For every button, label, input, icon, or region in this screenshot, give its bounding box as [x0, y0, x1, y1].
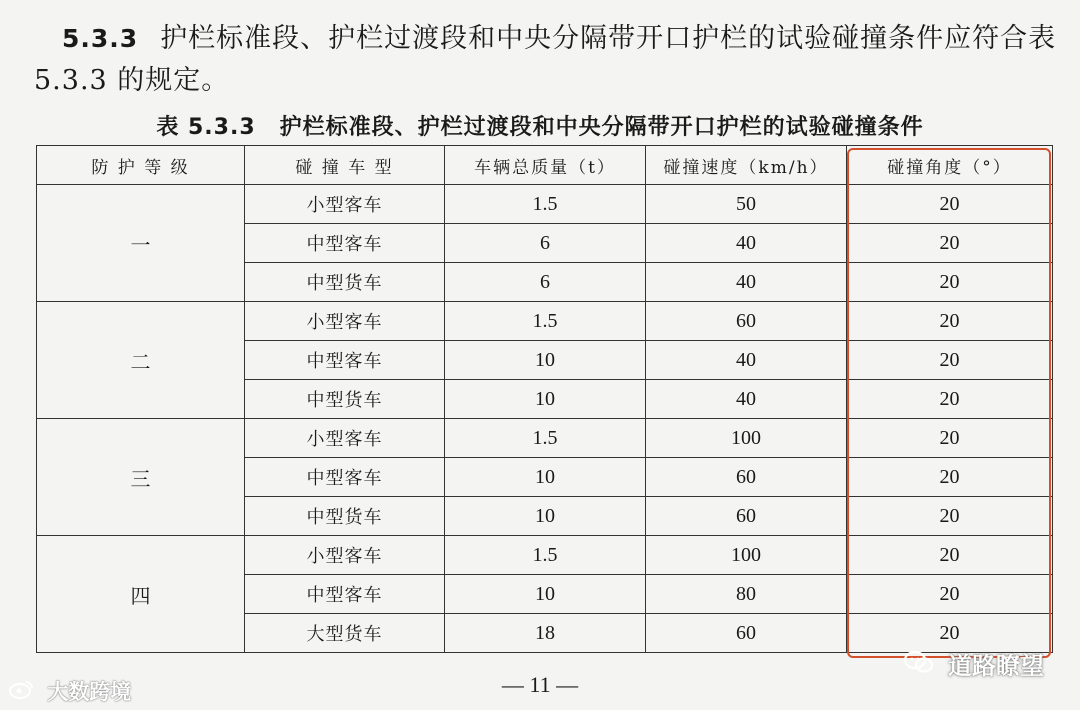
table-row — [37, 302, 1053, 341]
mass-cell: 10 — [445, 380, 646, 419]
speed-cell: 50 — [646, 185, 847, 224]
vehicle-type-cell: 中型客车 — [245, 224, 445, 263]
mass-cell: 10 — [445, 497, 646, 536]
vehicle-type-cell: 大型货车 — [245, 614, 445, 653]
mass-cell: 1.5 — [445, 419, 646, 458]
vehicle-type-cell: 小型客车 — [245, 536, 445, 575]
crash-conditions-table — [36, 145, 1053, 653]
vehicle-type-cell: 中型货车 — [245, 380, 445, 419]
clause-paragraph — [34, 18, 1064, 102]
protection-grade-cell: 一 — [37, 185, 245, 302]
watermark-left-text: 大数跨境 — [47, 680, 132, 704]
header-cell: 碰撞速度（km/h） — [646, 146, 847, 185]
speed-cell: 40 — [646, 224, 847, 263]
vehicle-type-cell: 小型客车 — [245, 302, 445, 341]
protection-grade-cell: 二 — [37, 302, 245, 419]
angle-cell: 20 — [847, 536, 1053, 575]
table-body — [37, 185, 1053, 653]
angle-cell: 20 — [847, 419, 1053, 458]
page-number: — 11 — — [501, 672, 579, 697]
vehicle-type-cell: 中型客车 — [245, 341, 445, 380]
table-title: 护栏标准段、护栏过渡段和中央分隔带开口护栏的试验碰撞条件 — [279, 115, 924, 140]
mass-cell: 1.5 — [445, 185, 646, 224]
mass-cell: 10 — [445, 458, 646, 497]
mass-cell: 1.5 — [445, 536, 646, 575]
angle-cell: 20 — [847, 575, 1053, 614]
speed-cell: 60 — [646, 497, 847, 536]
angle-cell: 20 — [847, 458, 1053, 497]
speed-cell: 60 — [646, 458, 847, 497]
header-cell: 车辆总质量（t） — [445, 146, 646, 185]
speed-cell: 40 — [646, 380, 847, 419]
table-caption — [0, 110, 1080, 141]
table-header-row — [37, 146, 1053, 185]
speed-cell: 60 — [646, 614, 847, 653]
vehicle-type-cell: 中型客车 — [245, 575, 445, 614]
wechat-icon — [904, 652, 942, 680]
angle-cell: 20 — [847, 185, 1053, 224]
header-cell: 防 护 等 级 — [37, 146, 245, 185]
mass-cell: 6 — [445, 263, 646, 302]
weibo-icon — [8, 680, 41, 704]
vehicle-type-cell: 中型货车 — [245, 497, 445, 536]
speed-cell: 80 — [646, 575, 847, 614]
vehicle-type-cell: 中型货车 — [245, 263, 445, 302]
mass-cell: 10 — [445, 341, 646, 380]
angle-cell: 20 — [847, 263, 1053, 302]
header-cell: 碰撞角度（°） — [847, 146, 1053, 185]
angle-cell: 20 — [847, 614, 1053, 653]
angle-cell: 20 — [847, 302, 1053, 341]
mass-cell: 1.5 — [445, 302, 646, 341]
mass-cell: 18 — [445, 614, 646, 653]
clause-text: 护栏标准段、护栏过渡段和中央分隔带开口护栏的试验碰撞条件应符合表 5.3.3 的规定。 — [34, 23, 1057, 96]
vehicle-type-cell: 小型客车 — [245, 419, 445, 458]
watermark-right-text: 道路瞭望 — [948, 652, 1044, 680]
speed-cell: 40 — [646, 263, 847, 302]
table-row — [37, 419, 1053, 458]
vehicle-type-cell: 中型客车 — [245, 458, 445, 497]
watermark-right — [904, 646, 1044, 681]
clause-number: 5.3.3 — [62, 24, 139, 53]
angle-cell: 20 — [847, 224, 1053, 263]
table-number: 表 5.3.3 — [156, 115, 256, 140]
speed-cell: 40 — [646, 341, 847, 380]
header-cell: 碰 撞 车 型 — [245, 146, 445, 185]
protection-grade-cell: 三 — [37, 419, 245, 536]
table-row — [37, 185, 1053, 224]
speed-cell: 60 — [646, 302, 847, 341]
watermark-left — [8, 676, 131, 706]
speed-cell: 100 — [646, 419, 847, 458]
angle-cell: 20 — [847, 497, 1053, 536]
mass-cell: 10 — [445, 575, 646, 614]
protection-grade-cell: 四 — [37, 536, 245, 653]
angle-cell: 20 — [847, 380, 1053, 419]
angle-cell: 20 — [847, 341, 1053, 380]
speed-cell: 100 — [646, 536, 847, 575]
table-row — [37, 536, 1053, 575]
vehicle-type-cell: 小型客车 — [245, 185, 445, 224]
mass-cell: 6 — [445, 224, 646, 263]
